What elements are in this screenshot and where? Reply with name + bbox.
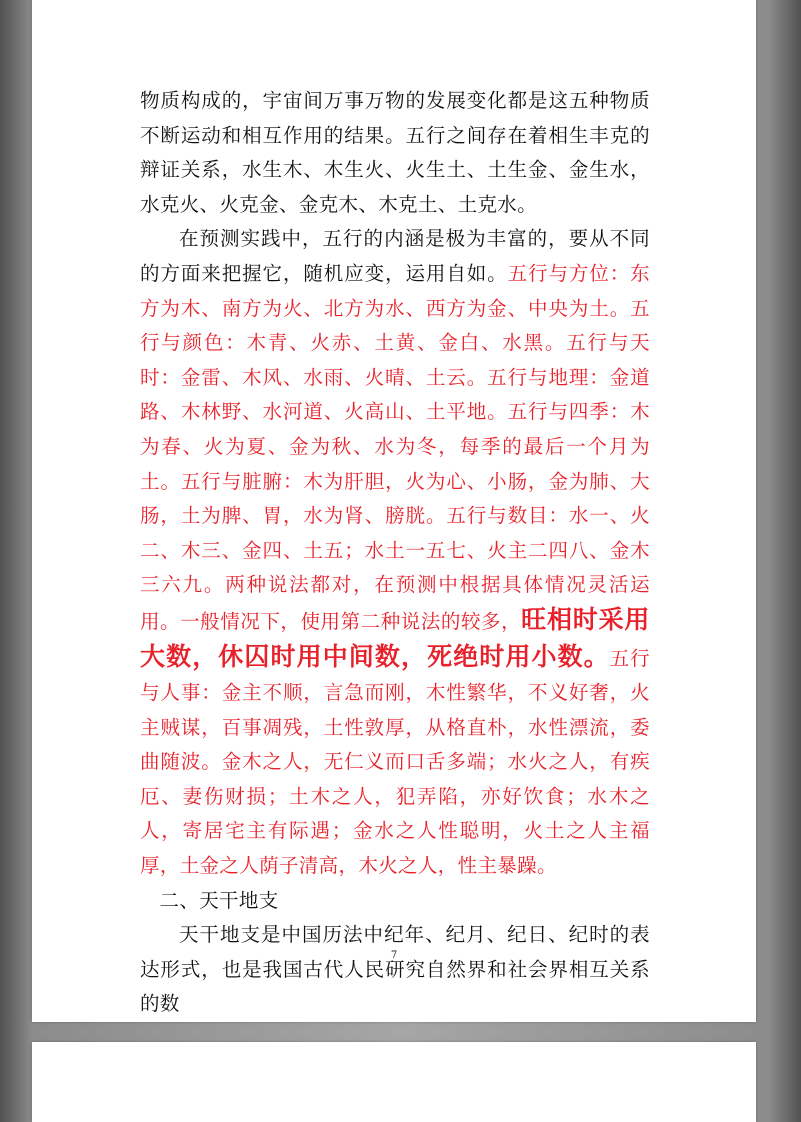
paragraph-five-elements-practice [140, 222, 650, 883]
paragraph-five-elements-intro [140, 84, 650, 222]
next-document-page[interactable] [32, 1042, 756, 1122]
paragraph-3-text: 天干地支是中国历法中纪年、纪月、纪日、纪时的表达形式，也是我国古代人民研究自然界和社会界相互关系的数 [140, 923, 650, 1016]
paragraph-2-black-text: 在预测实践中，五行的内涵是极为丰富的，要从不同的方面来把握它，随机应变，运用自如。 [140, 227, 650, 285]
paragraph-1-text: 物质构成的，宇宙间万事万物的发展变化都是这五种物质不断运动和相互作用的结果。五行之间存在着相生丰克的辩证关系，水生木、木生火、火生土、土生金、金生水，水克火、火克金、金克木、木克土、土克水。 [140, 89, 650, 216]
document-page[interactable] [32, 0, 756, 1022]
section-heading [140, 884, 650, 919]
paragraph-2-red-emphasis: 旺相时采用大数，休囚时用中间数，死绝时用小数。 [140, 604, 650, 671]
paragraph-2-red-text-2: 五行与人事：金主不顺，言急而刚，木性繁华，不义好奢，火主贼谋，百事凋残，土性敦厚，从格直朴，水性漂流，委曲随波。金木之人，无仁义而口舌多端；水火之人，有疾厄、妻伤财损；土木之人，犯弄陷，亦好饮食；水木之人，寄居宅主有际遇；金水之人性聪明，火土之人主福厚，土金之人荫子清高，木火之人，性主暴躁。 [140, 646, 650, 878]
paragraph-2-red-text-1: 五行与方位：东方为木、南方为火、北方为水、西方为金、中央为土。五行与颜色：木青、火赤、土黄、金白、水黑。五行与天时：金雷、木风、水雨、火晴、土云。五行与地理：金道路、木林野、水河道、火高山、土平地。五行与四季：木为春、火为夏、金为秋、水为冬，每季的最后一个月为土。五行与脏腑：木为肝胆，火为心、小肠，金为肺、大肠，土为脾、胃，水为肾、膀胱。五行与数目：水一、火二、木三、金四、土五；水土一五七、火主二四八、金木三六九。两种说法都对，在预测中根据具体情况灵活运用。一般情况下，使用第二种说法的较多， [140, 261, 650, 633]
section-heading-text: 二、天干地支 [159, 888, 279, 912]
paragraph-heavenly-stems [140, 918, 650, 1022]
page-number: 7 [390, 950, 398, 961]
page-text [140, 84, 650, 1022]
